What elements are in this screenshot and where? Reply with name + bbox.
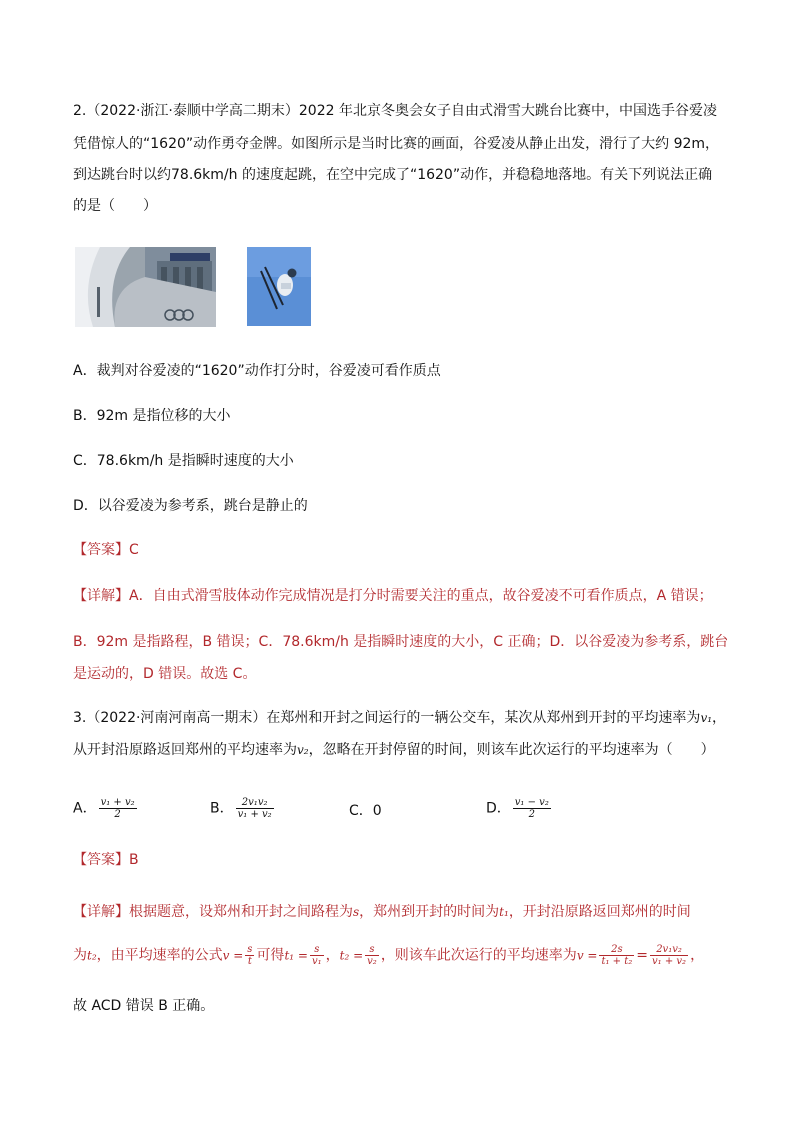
fraction-denominator: t₁ + t₂	[601, 956, 633, 967]
fraction-numerator: s	[310, 944, 324, 956]
fraction-numerator: v₁ − v₂	[514, 797, 549, 808]
answer-tag: 【答案】	[73, 542, 129, 558]
answer-value: C	[129, 542, 139, 558]
q2-option-c: C．78.6km/h 是指瞬时速度的大小	[73, 453, 294, 469]
var-t2: t₂	[87, 948, 97, 963]
fraction-numerator: s	[365, 944, 379, 956]
detail-text: 可得	[256, 947, 285, 964]
detail-tag: 【详解】	[73, 904, 129, 920]
q2-option-a: A．裁判对谷爱凌的“1620”动作打分时，谷爱凌可看作质点	[73, 363, 441, 379]
q2-detail-line-3: 是运动的，D 错误。故选 C。	[73, 666, 257, 682]
option-label: D．	[486, 800, 511, 817]
fraction-denominator: t	[247, 956, 252, 967]
detail-text: 根据题意，设郑州和开封之间路程为	[129, 904, 353, 920]
fraction-result	[650, 944, 688, 967]
detail-text: A．自由式滑雪肢体动作完成情况是打分时需要关注的重点，故谷爱凌不可看作质点，A 错误；	[129, 588, 713, 604]
detail-text: ，开封沿原路返回郑州的时间	[508, 904, 691, 920]
var-s: s	[353, 905, 360, 919]
fraction-denominator: 2	[528, 809, 535, 820]
q3-stem-line-2	[73, 740, 715, 760]
var-t1: t₁	[499, 905, 509, 919]
q2-option-d: D．以谷爱凌为参考系，跳台是静止的	[73, 498, 308, 514]
fraction-2s-over-total-time	[599, 944, 634, 967]
stem-text: 3.（2022·河南河南高一期末）在郑州和开封之间运行的一辆公交车，某次从郑州到开封的平均速率为	[73, 710, 701, 726]
eq-v: v =	[222, 948, 244, 963]
q3-option-a	[73, 797, 139, 820]
equals-sign: =	[636, 947, 648, 964]
q2-answer	[73, 540, 139, 560]
q2-detail-line-2: B．92m 是指路程，B 错误；C．78.6km/h 是指瞬时速度的大小，C 正确；D．以谷爱凌为参考系，跳台	[73, 634, 729, 650]
stem-text: ，忽略在开封停留的时间，则该车此次运行的平均速率为（ ）	[308, 742, 715, 758]
fraction-s-over-v2	[365, 944, 379, 967]
fraction-numerator: s	[247, 944, 253, 955]
fraction-denominator: v₂	[367, 956, 377, 967]
eq-t2: t₂ =	[339, 948, 364, 963]
eq-t1: t₁ =	[284, 948, 308, 963]
detail-text: 为	[73, 947, 87, 964]
detail-text: ，则该车此次运行的平均速率为	[380, 947, 577, 964]
fraction-denominator: v₁ + v₂	[237, 809, 272, 820]
fraction-numerator: v₁ + v₂	[100, 797, 135, 808]
q3-option-b	[210, 797, 276, 820]
q3-option-d	[486, 797, 553, 820]
fraction-s-over-v1	[310, 944, 324, 967]
answer-value: B	[129, 852, 139, 868]
detail-text: ，	[690, 947, 705, 964]
fraction-numerator: 2v₁v₂	[650, 944, 688, 956]
ski-jump-venue-photo	[75, 247, 216, 327]
fraction-denominator: 2	[114, 809, 121, 820]
q2-option-b: B．92m 是指位移的大小	[73, 408, 231, 424]
detail-text: ，由平均速率的公式	[96, 947, 223, 964]
eq-v-avg: v =	[576, 948, 598, 963]
stem-text: 从开封沿原路返回郑州的平均速率为	[73, 742, 297, 758]
fraction	[236, 797, 274, 820]
q2-stem-line-2: 凭借惊人的“1620”动作勇夺金牌。如图所示是当时比赛的画面，谷爱凌从静止出发，滑行了大约 92m，	[73, 136, 720, 152]
fraction-numerator: 2s	[599, 944, 634, 956]
q3-stem-line-1	[73, 708, 726, 728]
q3-option-c: C．0	[349, 803, 382, 819]
answer-tag: 【答案】	[73, 852, 129, 868]
option-label: B．	[210, 800, 234, 817]
var-v1: v₁	[700, 711, 713, 725]
fraction	[99, 797, 137, 820]
detail-text: ，郑州到开封的时间为	[359, 904, 500, 920]
fraction	[513, 797, 551, 820]
option-label: A．	[73, 800, 97, 817]
q2-stem-line-4: 的是（ ）	[73, 198, 157, 214]
q2-stem-line-1: 2.（2022·浙江·泰顺中学高二期末）2022 年北京冬奥会女子自由式滑雪大跳台比赛中，中国选手谷爱凌	[73, 103, 717, 119]
var-v2: v₂	[297, 743, 309, 757]
skier-mid-air-photo	[247, 247, 311, 326]
q3-answer	[73, 850, 139, 870]
fraction-denominator: v₁	[311, 956, 322, 967]
q3-detail-line-1	[73, 902, 691, 922]
fraction-s-over-t	[245, 944, 254, 967]
detail-tag: 【详解】	[73, 588, 129, 604]
q3-detail-line-2	[73, 944, 704, 967]
q2-detail-line-1	[73, 586, 713, 606]
fraction-numerator: 2v₁v₂	[236, 797, 274, 809]
q2-stem-line-3: 到达跳台时以约78.6km/h 的速度起跳，在空中完成了“1620”动作，并稳稳地落地。有关下列说法正确	[73, 167, 713, 183]
stem-text: ，	[712, 710, 727, 726]
fraction-denominator: v₁ + v₂	[652, 956, 687, 967]
q3-detail-line-3: 故 ACD 错误 B 正确。	[73, 998, 215, 1014]
detail-text: ，	[325, 947, 340, 964]
